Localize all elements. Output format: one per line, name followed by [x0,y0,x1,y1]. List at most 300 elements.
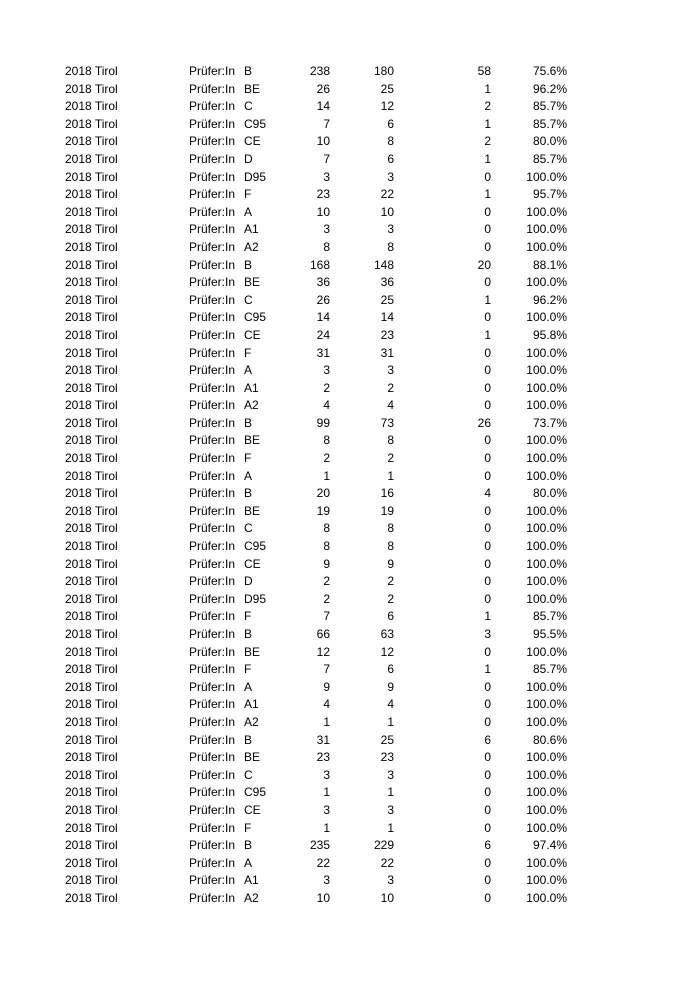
table-row [0,573,700,591]
passed-count-cell: 3 [387,363,394,378]
failed-count-cell: 2 [484,99,491,114]
year-region-cell: 2018 Tirol [65,486,118,501]
license-class-cell: B [244,415,253,430]
license-class-cell: CE [244,134,261,149]
year-region-cell: 2018 Tirol [65,415,118,430]
passed-count-cell: 3 [387,222,394,237]
failed-count-cell: 0 [484,556,491,571]
table-row [0,644,700,662]
table-row [0,591,700,609]
table-row [0,169,700,187]
total-count-cell: 235 [309,838,330,853]
pass-rate-cell: 100.0% [526,398,567,413]
total-count-cell: 7 [323,609,330,624]
role-cell: Prüfer:In [189,732,236,747]
year-region-cell: 2018 Tirol [65,838,118,853]
failed-count-cell: 0 [484,820,491,835]
license-class-cell: CE [244,327,261,342]
license-class-cell: BE [244,81,261,96]
total-count-cell: 23 [316,750,330,765]
year-region-cell: 2018 Tirol [65,644,118,659]
passed-count-cell: 148 [373,257,394,272]
year-region-cell: 2018 Tirol [65,591,118,606]
failed-count-cell: 0 [484,521,491,536]
table-row [0,432,700,450]
pass-rate-cell: 100.0% [526,855,567,870]
failed-count-cell: 0 [484,239,491,254]
passed-count-cell: 1 [387,468,394,483]
total-count-cell: 3 [323,222,330,237]
failed-count-cell: 0 [484,574,491,589]
total-count-cell: 3 [323,169,330,184]
failed-count-cell: 26 [477,415,491,430]
pass-rate-cell: 85.7% [532,99,567,114]
license-class-cell: A1 [244,873,259,888]
year-region-cell: 2018 Tirol [65,151,118,166]
license-class-cell: A1 [244,380,259,395]
failed-count-cell: 0 [484,890,491,905]
license-class-cell: D [244,151,253,166]
license-class-cell: B [244,627,253,641]
failed-count-cell: 0 [484,697,491,712]
table-row [0,81,700,99]
failed-count-cell: 20 [477,257,491,272]
pass-rate-cell: 100.0% [526,433,567,448]
table-row [0,661,700,679]
role-cell: Prüfer:In [189,609,236,624]
license-class-cell: A2 [244,890,259,905]
failed-count-cell: 0 [484,644,491,659]
passed-count-cell: 23 [380,327,394,342]
year-region-cell: 2018 Tirol [65,855,118,870]
passed-count-cell: 16 [380,486,394,501]
passed-count-cell: 8 [387,134,394,149]
table-row [0,397,700,415]
failed-count-cell: 1 [484,292,491,307]
year-region-cell: 2018 Tirol [65,275,118,290]
license-class-cell: D [244,574,253,589]
license-class-cell: B [244,257,253,272]
failed-count-cell: 6 [484,732,491,747]
failed-count-cell: 1 [484,662,491,677]
year-region-cell: 2018 Tirol [65,503,118,518]
pass-rate-cell: 100.0% [526,556,567,571]
failed-count-cell: 0 [484,503,491,518]
passed-count-cell: 73 [380,415,394,430]
year-region-cell: 2018 Tirol [65,820,118,835]
failed-count-cell: 0 [484,767,491,782]
passed-count-cell: 8 [387,239,394,254]
table-row [0,380,700,398]
total-count-cell: 7 [323,151,330,166]
failed-count-cell: 0 [484,750,491,765]
total-count-cell: 20 [316,486,330,501]
year-region-cell: 2018 Tirol [65,802,118,817]
license-class-cell: A [244,363,253,378]
passed-count-cell: 31 [380,345,394,360]
license-class-cell: BE [244,644,261,659]
passed-count-cell: 12 [380,644,394,659]
license-class-cell: C [244,521,253,536]
pass-rate-cell: 100.0% [526,239,567,254]
total-count-cell: 10 [316,204,330,219]
passed-count-cell: 9 [387,679,394,694]
passed-count-cell: 22 [380,855,394,870]
role-cell: Prüfer:In [189,574,236,589]
failed-count-cell: 0 [484,451,491,466]
year-region-cell: 2018 Tirol [65,327,118,342]
license-class-cell: F [244,345,252,360]
table-row [0,450,700,468]
role-cell: Prüfer:In [189,64,236,78]
passed-count-cell: 2 [387,591,394,606]
license-class-cell: C [244,292,253,307]
role-cell: Prüfer:In [189,81,236,96]
license-class-cell: BE [244,503,261,518]
role-cell: Prüfer:In [189,433,236,448]
pass-rate-cell: 100.0% [526,820,567,835]
total-count-cell: 10 [316,134,330,149]
total-count-cell: 24 [316,327,330,342]
passed-count-cell: 25 [380,292,394,307]
pass-rate-cell: 80.0% [532,134,567,149]
table-row [0,696,700,714]
failed-count-cell: 0 [484,714,491,729]
total-count-cell: 2 [323,451,330,466]
pass-rate-cell: 100.0% [526,591,567,606]
passed-count-cell: 3 [387,767,394,782]
failed-count-cell: 0 [484,363,491,378]
table-row [0,345,700,363]
table-row [0,327,700,345]
role-cell: Prüfer:In [189,556,236,571]
role-cell: Prüfer:In [189,169,236,184]
total-count-cell: 1 [323,820,330,835]
passed-count-cell: 2 [387,574,394,589]
role-cell: Prüfer:In [189,275,236,290]
role-cell: Prüfer:In [189,503,236,518]
role-cell: Prüfer:In [189,187,236,202]
year-region-cell: 2018 Tirol [65,574,118,589]
failed-count-cell: 0 [484,222,491,237]
role-cell: Prüfer:In [189,679,236,694]
table-row [0,520,700,538]
total-count-cell: 23 [316,187,330,202]
total-count-cell: 238 [309,64,330,78]
failed-count-cell: 1 [484,187,491,202]
passed-count-cell: 63 [380,627,394,641]
passed-count-cell: 6 [387,116,394,131]
table-row [0,767,700,785]
passed-count-cell: 4 [387,398,394,413]
pass-rate-cell: 100.0% [526,521,567,536]
passed-count-cell: 4 [387,697,394,712]
failed-count-cell: 3 [484,627,491,641]
role-cell: Prüfer:In [189,116,236,131]
passed-count-cell: 2 [387,380,394,395]
failed-count-cell: 0 [484,310,491,325]
role-cell: Prüfer:In [189,539,236,554]
passed-count-cell: 6 [387,151,394,166]
license-class-cell: C [244,99,253,114]
year-region-cell: 2018 Tirol [65,345,118,360]
total-count-cell: 3 [323,802,330,817]
year-region-cell: 2018 Tirol [65,204,118,219]
license-class-cell: D95 [244,591,267,606]
year-region-cell: 2018 Tirol [65,310,118,325]
table-row [0,855,700,873]
year-region-cell: 2018 Tirol [65,187,118,202]
role-cell: Prüfer:In [189,714,236,729]
passed-count-cell: 2 [387,451,394,466]
total-count-cell: 31 [316,732,330,747]
total-count-cell: 66 [316,627,330,641]
table-row [0,749,700,767]
role-cell: Prüfer:In [189,521,236,536]
total-count-cell: 26 [316,81,330,96]
license-class-cell: B [244,838,253,853]
total-count-cell: 1 [323,714,330,729]
pass-rate-cell: 97.4% [532,838,567,853]
table-row [0,837,700,855]
passed-count-cell: 22 [380,187,394,202]
role-cell: Prüfer:In [189,838,236,853]
failed-count-cell: 1 [484,151,491,166]
table-row [0,204,700,222]
table-row [0,714,700,732]
pass-rate-cell: 80.0% [532,486,567,501]
year-region-cell: 2018 Tirol [65,767,118,782]
total-count-cell: 31 [316,345,330,360]
license-class-cell: F [244,451,252,466]
year-region-cell: 2018 Tirol [65,539,118,554]
passed-count-cell: 229 [373,838,394,853]
year-region-cell: 2018 Tirol [65,239,118,254]
license-class-cell: C95 [244,116,267,131]
total-count-cell: 4 [323,697,330,712]
failed-count-cell: 1 [484,81,491,96]
pass-rate-cell: 80.6% [532,732,567,747]
license-class-cell: BE [244,275,261,290]
failed-count-cell: 0 [484,380,491,395]
role-cell: Prüfer:In [189,99,236,114]
total-count-cell: 8 [323,539,330,554]
pass-rate-cell: 100.0% [526,204,567,219]
pass-rate-cell: 100.0% [526,380,567,395]
failed-count-cell: 0 [484,679,491,694]
pass-rate-cell: 100.0% [526,275,567,290]
year-region-cell: 2018 Tirol [65,732,118,747]
passed-count-cell: 25 [380,732,394,747]
pass-rate-cell: 100.0% [526,169,567,184]
failed-count-cell: 6 [484,838,491,853]
role-cell: Prüfer:In [189,697,236,712]
role-cell: Prüfer:In [189,415,236,430]
failed-count-cell: 2 [484,134,491,149]
passed-count-cell: 1 [387,785,394,800]
role-cell: Prüfer:In [189,873,236,888]
total-count-cell: 3 [323,767,330,782]
table-row [0,274,700,292]
failed-count-cell: 1 [484,116,491,131]
pass-rate-cell: 100.0% [526,468,567,483]
passed-count-cell: 19 [380,503,394,518]
license-class-cell: A2 [244,398,259,413]
pass-rate-cell: 85.7% [532,662,567,677]
passed-count-cell: 8 [387,433,394,448]
pass-rate-cell: 75.6% [532,64,567,78]
license-class-cell: C95 [244,310,267,325]
pass-rate-cell: 100.0% [526,750,567,765]
passed-count-cell: 1 [387,714,394,729]
pass-rate-cell: 100.0% [526,714,567,729]
passed-count-cell: 8 [387,521,394,536]
total-count-cell: 36 [316,275,330,290]
failed-count-cell: 0 [484,345,491,360]
total-count-cell: 8 [323,433,330,448]
total-count-cell: 99 [316,415,330,430]
passed-count-cell: 3 [387,169,394,184]
role-cell: Prüfer:In [189,222,236,237]
license-class-cell: C95 [244,785,267,800]
role-cell: Prüfer:In [189,662,236,677]
table-row [0,468,700,486]
failed-count-cell: 0 [484,855,491,870]
role-cell: Prüfer:In [189,134,236,149]
total-count-cell: 2 [323,574,330,589]
pass-rate-cell: 85.7% [532,151,567,166]
year-region-cell: 2018 Tirol [65,116,118,131]
pass-rate-cell: 100.0% [526,785,567,800]
role-cell: Prüfer:In [189,802,236,817]
total-count-cell: 14 [316,99,330,114]
pass-rate-cell: 96.2% [532,81,567,96]
role-cell: Prüfer:In [189,327,236,342]
table-row [0,626,700,644]
license-class-cell: A2 [244,714,259,729]
table-row [0,820,700,838]
passed-count-cell: 3 [387,802,394,817]
total-count-cell: 2 [323,591,330,606]
pass-rate-cell: 95.8% [532,327,567,342]
license-class-cell: A [244,855,253,870]
license-class-cell: A [244,468,253,483]
year-region-cell: 2018 Tirol [65,468,118,483]
year-region-cell: 2018 Tirol [65,714,118,729]
failed-count-cell: 0 [484,785,491,800]
year-region-cell: 2018 Tirol [65,81,118,96]
failed-count-cell: 58 [477,64,491,78]
role-cell: Prüfer:In [189,767,236,782]
role-cell: Prüfer:In [189,239,236,254]
failed-count-cell: 4 [484,486,491,501]
table-row [0,116,700,134]
role-cell: Prüfer:In [189,380,236,395]
pass-rate-cell: 100.0% [526,345,567,360]
table-row [0,679,700,697]
pass-rate-cell: 85.7% [532,116,567,131]
table-row [0,151,700,169]
table-row [0,556,700,574]
year-region-cell: 2018 Tirol [65,292,118,307]
role-cell: Prüfer:In [189,890,236,905]
year-region-cell: 2018 Tirol [65,873,118,888]
table-row [0,890,700,908]
passed-count-cell: 10 [380,204,394,219]
year-region-cell: 2018 Tirol [65,222,118,237]
passed-count-cell: 36 [380,275,394,290]
year-region-cell: 2018 Tirol [65,363,118,378]
failed-count-cell: 0 [484,539,491,554]
table-row [0,63,700,81]
failed-count-cell: 1 [484,327,491,342]
year-region-cell: 2018 Tirol [65,398,118,413]
table-row [0,872,700,890]
total-count-cell: 4 [323,398,330,413]
year-region-cell: 2018 Tirol [65,64,118,78]
license-class-cell: B [244,486,253,501]
failed-count-cell: 0 [484,591,491,606]
license-class-cell: CE [244,556,261,571]
table-row [0,538,700,556]
license-class-cell: A [244,679,253,694]
year-region-cell: 2018 Tirol [65,679,118,694]
total-count-cell: 22 [316,855,330,870]
pass-rate-cell: 100.0% [526,802,567,817]
year-region-cell: 2018 Tirol [65,134,118,149]
total-count-cell: 8 [323,239,330,254]
license-class-cell: F [244,609,252,624]
pass-rate-cell: 85.7% [532,609,567,624]
license-class-cell: F [244,187,252,202]
license-class-cell: BE [244,750,261,765]
license-class-cell: A1 [244,222,259,237]
total-count-cell: 14 [316,310,330,325]
passed-count-cell: 8 [387,539,394,554]
license-class-cell: B [244,64,253,78]
pass-rate-cell: 100.0% [526,890,567,905]
role-cell: Prüfer:In [189,855,236,870]
role-cell: Prüfer:In [189,257,236,272]
role-cell: Prüfer:In [189,398,236,413]
role-cell: Prüfer:In [189,486,236,501]
passed-count-cell: 23 [380,750,394,765]
total-count-cell: 9 [323,679,330,694]
pass-rate-cell: 100.0% [526,222,567,237]
failed-count-cell: 0 [484,398,491,413]
passed-count-cell: 9 [387,556,394,571]
year-region-cell: 2018 Tirol [65,697,118,712]
pass-rate-cell: 100.0% [526,503,567,518]
license-class-cell: B [244,732,253,747]
total-count-cell: 3 [323,873,330,888]
table-row [0,221,700,239]
table-row [0,485,700,503]
failed-count-cell: 1 [484,609,491,624]
total-count-cell: 10 [316,890,330,905]
pass-rate-cell: 100.0% [526,539,567,554]
pass-rate-cell: 100.0% [526,767,567,782]
license-class-cell: D95 [244,169,267,184]
table-row [0,732,700,750]
pass-rate-cell: 73.7% [532,415,567,430]
role-cell: Prüfer:In [189,820,236,835]
year-region-cell: 2018 Tirol [65,99,118,114]
pass-rate-cell: 100.0% [526,644,567,659]
total-count-cell: 7 [323,116,330,131]
license-class-cell: A [244,204,253,219]
year-region-cell: 2018 Tirol [65,609,118,624]
